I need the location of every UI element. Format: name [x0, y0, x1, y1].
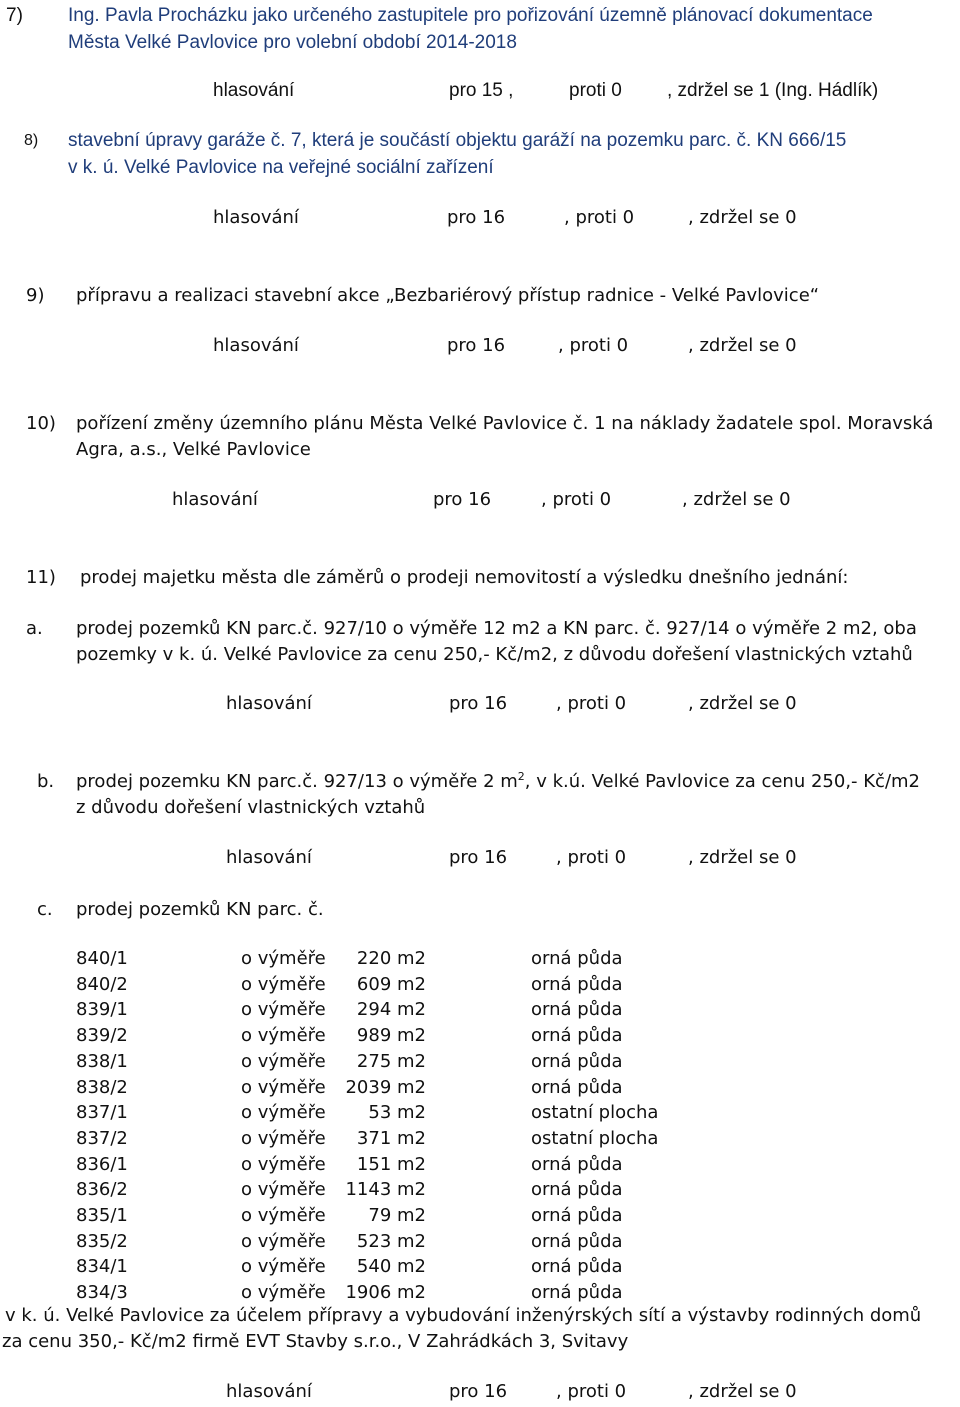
- parcel-area: 275 m2: [356, 1051, 426, 1072]
- parcel-area: 609 m2: [356, 974, 426, 995]
- parcel-id: 837/2: [76, 1128, 128, 1149]
- item-11-text-line1: prodej majetku města dle záměrů o prodeji nemovitostí a výsledku dnešního jednání:: [80, 567, 849, 588]
- parcel-label: o výměře: [241, 974, 326, 995]
- parcel-label: o výměře: [241, 1282, 326, 1303]
- item-9-number: 9): [26, 285, 45, 306]
- parcel-row: [0, 1023, 960, 1049]
- sub-c-vote: [0, 1379, 960, 1405]
- vote-proti: , proti 0: [556, 693, 627, 714]
- parcel-label: o výměře: [241, 948, 326, 969]
- sub-a-vote: [0, 691, 960, 717]
- parcel-type: orná půda: [531, 1205, 623, 1226]
- parcel-row: [0, 972, 960, 998]
- parcel-type: orná půda: [531, 999, 623, 1020]
- vote-zdrzel: , zdržel se 0: [688, 207, 797, 228]
- item-10-vote: [0, 487, 960, 513]
- parcel-area: 294 m2: [356, 999, 426, 1020]
- sub-a-text-line1: prodej pozemků KN parc.č. 927/10 o výměře 12 m2 a KN parc. č. 927/14 o výměře 2 m2, oba: [76, 618, 917, 639]
- parcel-label: o výměře: [241, 1231, 326, 1252]
- vote-pro: pro 16: [449, 847, 508, 868]
- parcel-id: 838/1: [76, 1051, 128, 1072]
- vote-pro: pro 16: [447, 207, 506, 228]
- vote-proti: , proti 0: [541, 489, 612, 510]
- item-7-vote: [0, 78, 960, 104]
- parcel-id: 834/1: [76, 1256, 128, 1277]
- parcel-type: orná půda: [531, 1179, 623, 1200]
- parcel-id: 835/2: [76, 1231, 128, 1252]
- parcel-id: 835/1: [76, 1205, 128, 1226]
- parcel-id: 836/2: [76, 1179, 128, 1200]
- parcel-id: 839/2: [76, 1025, 128, 1046]
- item-11-number: 11): [26, 567, 56, 588]
- vote-zdrzel: , zdržel se 1 (Ing. Hádlík): [667, 80, 879, 101]
- parcel-row: [0, 1152, 960, 1178]
- item-8-text-line2: v k. ú. Velké Pavlovice na veřejné sociální zařízení: [68, 157, 494, 178]
- parcel-area: 523 m2: [356, 1231, 426, 1252]
- parcel-id: 840/1: [76, 948, 128, 969]
- parcel-type: orná půda: [531, 1231, 623, 1252]
- parcel-row: [0, 1254, 960, 1280]
- parcel-id: 838/2: [76, 1077, 128, 1098]
- vote-label: hlasování: [172, 489, 258, 510]
- parcel-row: [0, 1177, 960, 1203]
- item-7-text-line1: Ing. Pavla Procházku jako určeného zastupitele pro pořizování územně plánovací dokumentace: [68, 5, 873, 26]
- parcel-id: 837/1: [76, 1102, 128, 1123]
- parcel-type: orná půda: [531, 1282, 623, 1303]
- parcel-label: o výměře: [241, 1025, 326, 1046]
- parcel-row: [0, 1075, 960, 1101]
- parcel-label: o výměře: [241, 999, 326, 1020]
- sub-b-vote: [0, 845, 960, 871]
- item-8-text-line1: stavební úpravy garáže č. 7, která je součástí objektu garáží na pozemku parc. č. KN 666/15: [68, 130, 847, 151]
- vote-label: hlasování: [213, 80, 295, 101]
- vote-label: hlasování: [226, 1381, 312, 1402]
- parcel-row: [0, 946, 960, 972]
- vote-label: hlasování: [226, 847, 312, 868]
- parcel-id: 840/2: [76, 974, 128, 995]
- sub-c-closing-line1: v k. ú. Velké Pavlovice za účelem přípravy a vybudování inženýrských sítí a výstavby rodinných domů: [5, 1305, 922, 1326]
- parcel-area: 220 m2: [356, 948, 426, 969]
- vote-zdrzel: , zdržel se 0: [688, 847, 797, 868]
- parcel-id: 836/1: [76, 1154, 128, 1175]
- parcel-type: ostatní plocha: [531, 1102, 659, 1123]
- parcel-type: orná půda: [531, 1051, 623, 1072]
- sub-b-letter: b.: [37, 771, 55, 792]
- vote-label: hlasování: [213, 207, 299, 228]
- parcel-row: [0, 1126, 960, 1152]
- item-7-number: 7): [6, 5, 23, 26]
- vote-pro: pro 16: [447, 335, 506, 356]
- vote-proti: , proti 0: [556, 847, 627, 868]
- parcel-area: 53 m2: [368, 1102, 426, 1123]
- parcel-row: [0, 1229, 960, 1255]
- item-9-text-line1: přípravu a realizaci stavební akce „Bezbariérový přístup radnice - Velké Pavlovice“: [76, 285, 820, 306]
- vote-zdrzel: , zdržel se 0: [688, 693, 797, 714]
- item-8-number: 8): [24, 132, 39, 149]
- parcel-label: o výměře: [241, 1077, 326, 1098]
- parcel-type: ostatní plocha: [531, 1128, 659, 1149]
- parcel-row: [0, 1049, 960, 1075]
- vote-zdrzel: , zdržel se 0: [688, 335, 797, 356]
- vote-pro: pro 16: [449, 1381, 508, 1402]
- parcel-type: orná půda: [531, 948, 623, 969]
- parcel-label: o výměře: [241, 1154, 326, 1175]
- parcel-type: orná půda: [531, 974, 623, 995]
- parcel-type: orná půda: [531, 1154, 623, 1175]
- vote-pro: pro 15 ,: [449, 80, 514, 101]
- sub-c-letter: c.: [37, 899, 53, 920]
- parcel-area: 1906 m2: [345, 1282, 426, 1303]
- item-7-text-line2: Města Velké Pavlovice pro volební období 2014-2018: [68, 32, 517, 53]
- vote-pro: pro 16: [433, 489, 492, 510]
- item-10-number: 10): [26, 413, 56, 434]
- parcel-area: 2039 m2: [345, 1077, 426, 1098]
- sub-b-text-line1: prodej pozemku KN parc.č. 927/13 o výměře 2 $m^2$, v k.ú. Velké Pavlovice za cenu 250,- Kč/m2: [76, 770, 921, 792]
- parcel-label: o výměře: [241, 1102, 326, 1123]
- item-10-text-line2: Agra, a.s., Velké Pavlovice: [76, 439, 311, 460]
- parcel-type: orná půda: [531, 1256, 623, 1277]
- sub-b-text-line2: z důvodu dořešení vlastnických vztahů: [76, 797, 426, 818]
- parcel-area: 79 m2: [368, 1205, 426, 1226]
- item-9-vote: [0, 333, 960, 359]
- parcel-type: orná půda: [531, 1077, 623, 1098]
- parcel-area: 371 m2: [356, 1128, 426, 1149]
- parcel-label: o výměře: [241, 1179, 326, 1200]
- vote-zdrzel: , zdržel se 0: [688, 1381, 797, 1402]
- parcel-area: 540 m2: [356, 1256, 426, 1277]
- parcel-area: 989 m2: [356, 1025, 426, 1046]
- item-8-vote: [0, 205, 960, 231]
- parcel-id: 839/1: [76, 999, 128, 1020]
- sub-c-closing-line2: za cenu 350,- Kč/m2 firmě EVT Stavby s.r.o., V Zahrádkách 3, Svitavy: [2, 1331, 629, 1352]
- parcel-label: o výměře: [241, 1205, 326, 1226]
- parcel-type: orná půda: [531, 1025, 623, 1046]
- vote-pro: pro 16: [449, 693, 508, 714]
- item-10-text-line1: pořízení změny územního plánu Města Velké Pavlovice č. 1 na náklady žadatele spol. Moravská: [76, 413, 934, 434]
- vote-proti: , proti 0: [556, 1381, 627, 1402]
- parcel-row: [0, 1100, 960, 1126]
- vote-proti: , proti 0: [558, 335, 629, 356]
- vote-label: hlasování: [213, 335, 299, 356]
- parcel-row: [0, 1203, 960, 1229]
- vote-proti: proti 0: [569, 80, 622, 101]
- sub-a-letter: a.: [26, 618, 43, 639]
- vote-proti: , proti 0: [564, 207, 635, 228]
- parcel-label: o výměře: [241, 1256, 326, 1277]
- parcel-label: o výměře: [241, 1128, 326, 1149]
- parcel-row: [0, 997, 960, 1023]
- parcel-id: 834/3: [76, 1282, 128, 1303]
- parcel-label: o výměře: [241, 1051, 326, 1072]
- vote-zdrzel: , zdržel se 0: [682, 489, 791, 510]
- parcel-area: 151 m2: [356, 1154, 426, 1175]
- parcel-area: 1143 m2: [345, 1179, 426, 1200]
- sub-c-text-line1: prodej pozemků KN parc. č.: [76, 899, 324, 920]
- sub-a-text-line2: pozemky v k. ú. Velké Pavlovice za cenu 250,- Kč/m2, z důvodu dořešení vlastnických vztahů: [76, 644, 913, 665]
- vote-label: hlasování: [226, 693, 312, 714]
